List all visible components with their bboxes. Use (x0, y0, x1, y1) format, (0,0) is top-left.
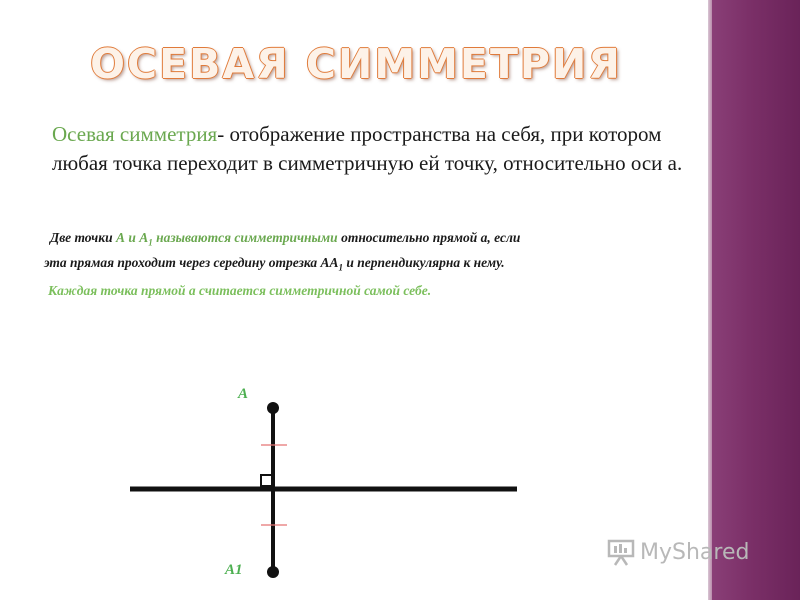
statement-line-3: Каждая точка прямой а считается симметричной самой себе. (48, 283, 432, 299)
definition-term: Осевая симметрия (52, 122, 218, 146)
statement-line2-a: эта прямая проходит через середину отрезка АА (44, 254, 339, 270)
statement-line2-b: и перпендикулярна к нему. (343, 254, 505, 270)
points-subscript: 1 (148, 237, 153, 248)
definition-body: - отображение пространства на себя, при котором любая точка переходит в симметричную ей точку, относительно оси а. (52, 122, 683, 175)
segment-subscript: 1 (338, 262, 344, 273)
right-angle-marker (261, 475, 272, 486)
watermark-text: MyShared (640, 539, 750, 565)
label-point-A: A (238, 386, 249, 402)
called-symmetric: называются симметричными (152, 230, 338, 245)
slide-title: ОСЕВАЯ СИММЕТРИЯ (90, 40, 622, 88)
label-point-A1: A1 (225, 562, 243, 578)
point-A1 (267, 566, 279, 578)
point-A (267, 402, 279, 414)
watermark (606, 538, 749, 566)
statement-part1: Две точки (50, 230, 116, 245)
statement-part2: относительно прямой а, если (337, 230, 521, 245)
points-label: А и А (116, 230, 149, 245)
presentation-board-icon (606, 538, 636, 566)
